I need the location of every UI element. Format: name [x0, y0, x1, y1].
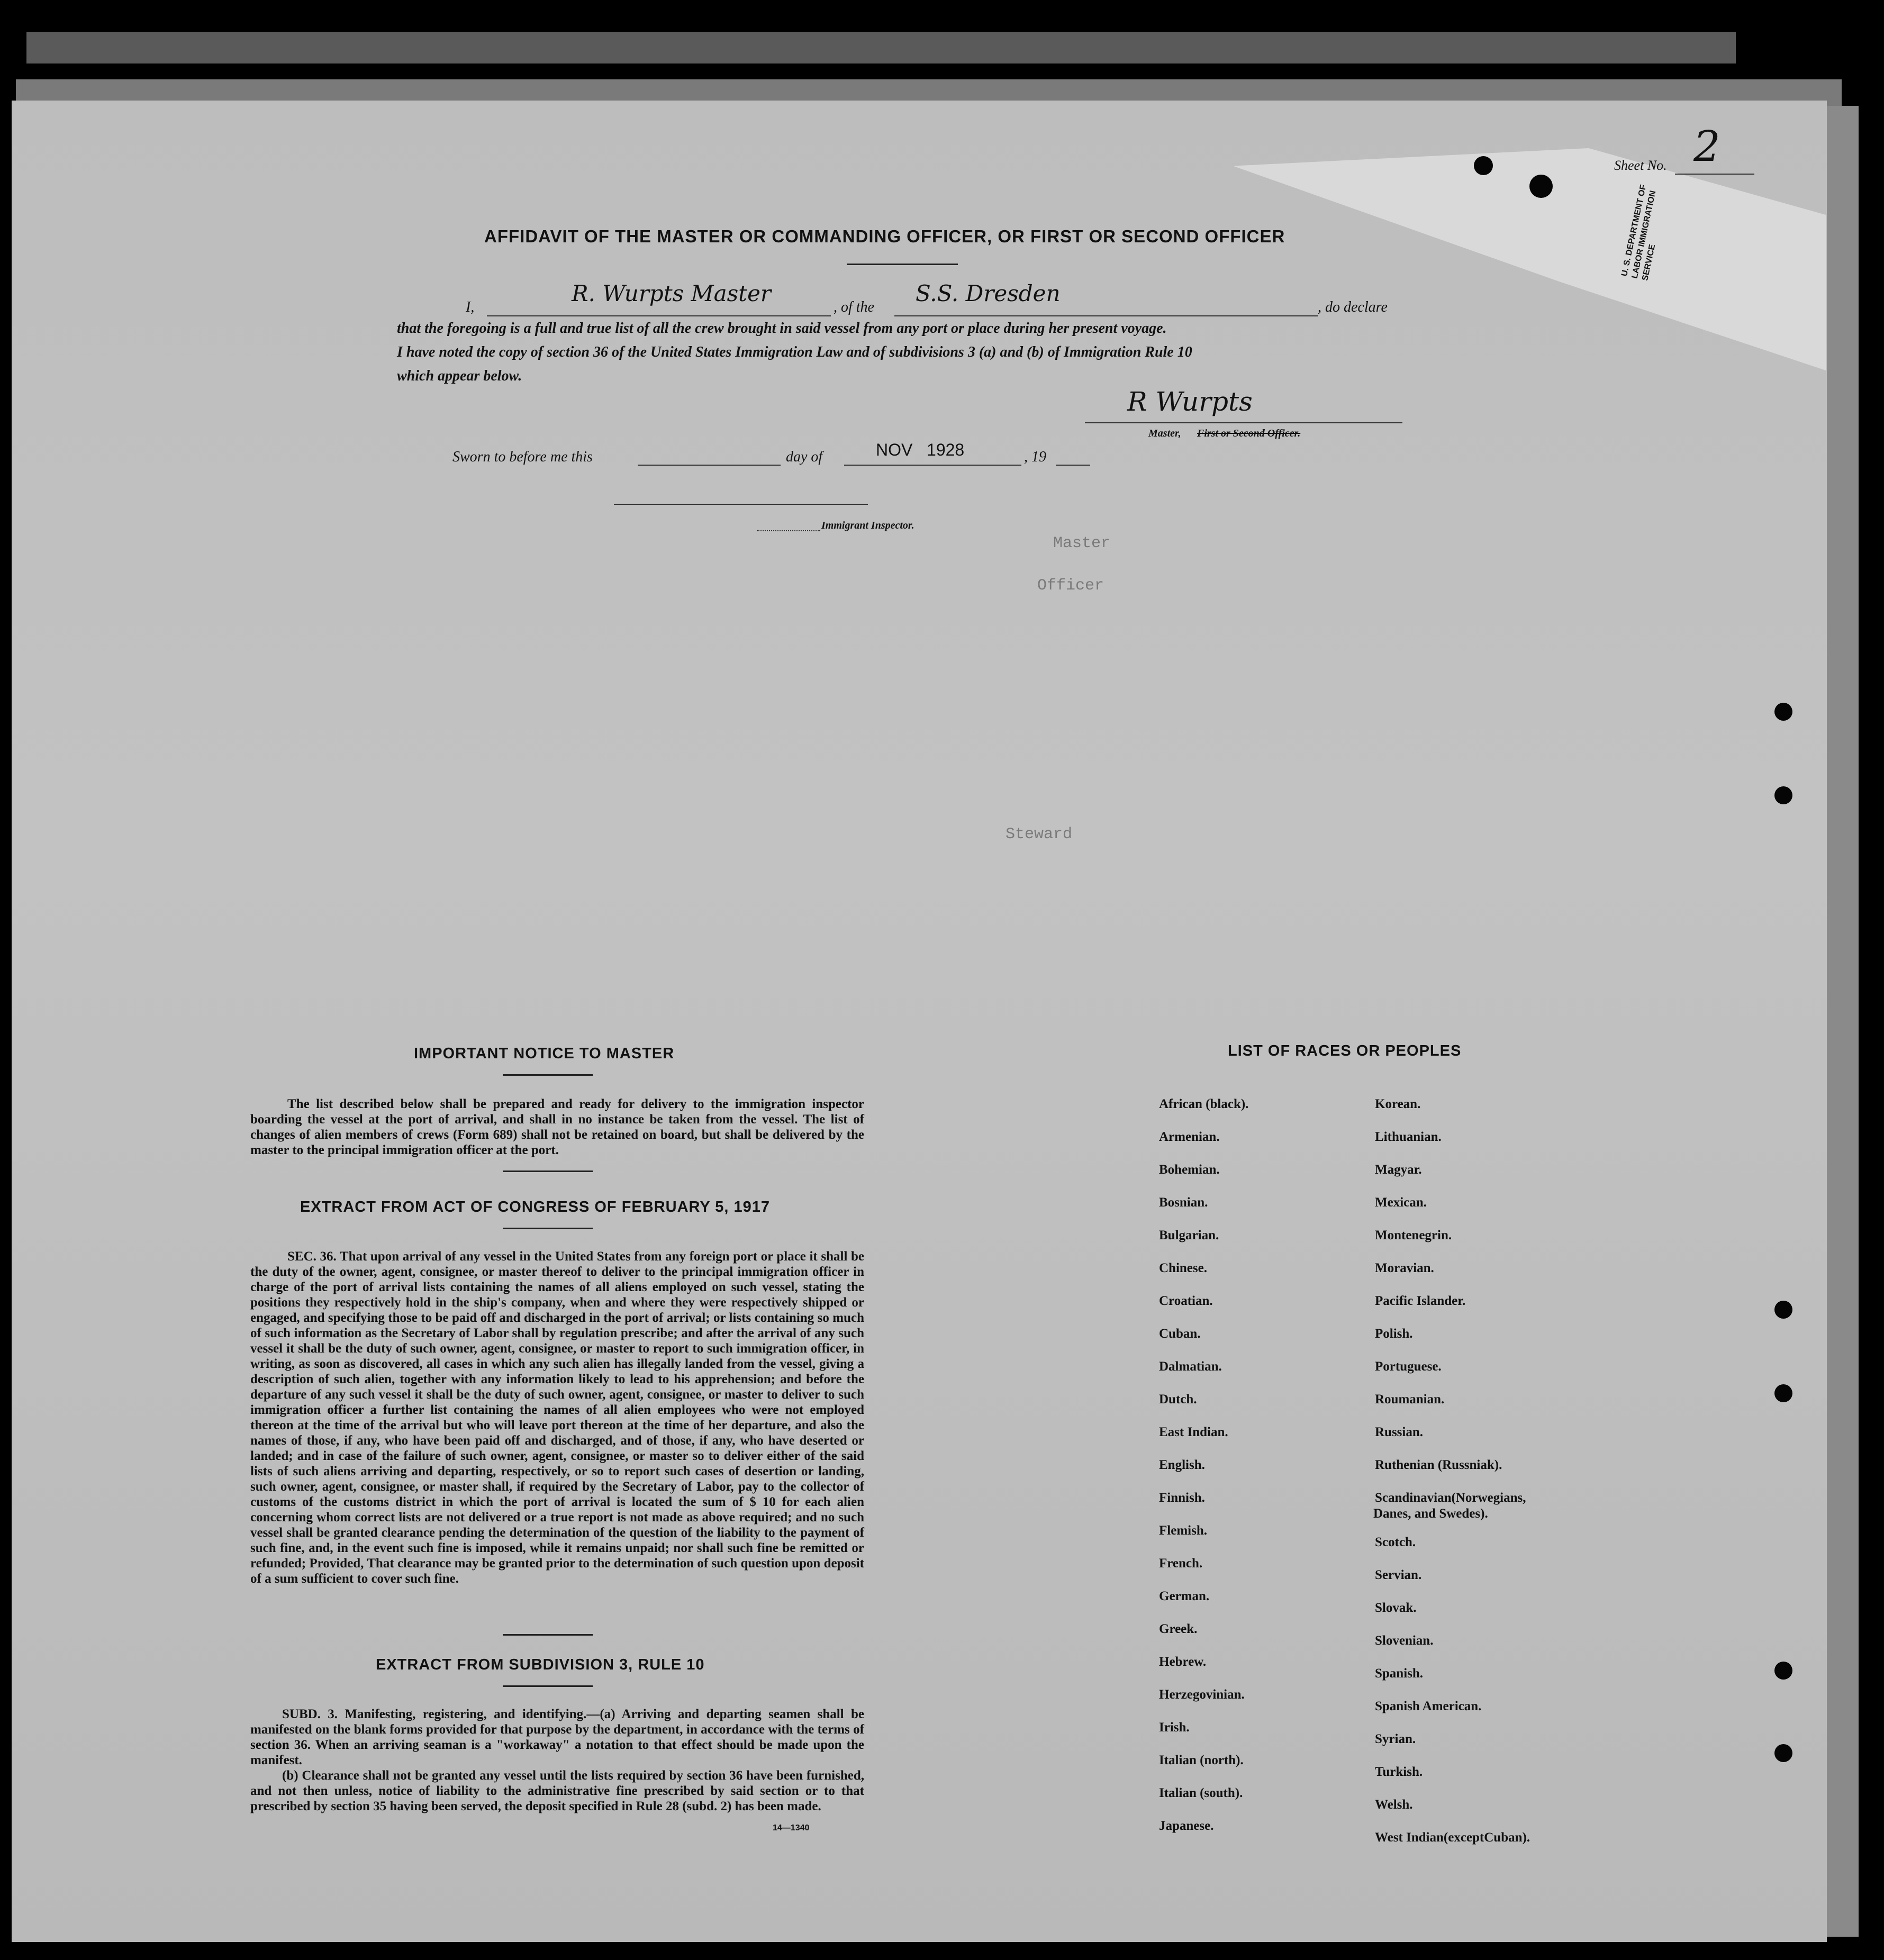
- race-item: Herzegovinian.: [1159, 1687, 1245, 1702]
- race-item: Scandinavian(Norwegians,: [1375, 1491, 1526, 1505]
- race-item: Mexican.: [1375, 1195, 1427, 1210]
- notice-divider: [503, 1074, 593, 1076]
- ship-name: S.S. Dresden: [916, 280, 1061, 306]
- rule-divider: [503, 1685, 593, 1687]
- race-item: Magyar.: [1375, 1163, 1422, 1177]
- bleed-through: Officer: [1037, 577, 1104, 595]
- affidavit-title: AFFIDAVIT OF THE MASTER OR COMMANDING OFFICER, OR FIRST OR SECOND OFFICER: [484, 226, 1285, 246]
- act-title: EXTRACT FROM ACT OF CONGRESS OF FEBRUARY 5, 1917: [300, 1199, 771, 1215]
- sworn-day-line: [638, 465, 781, 466]
- bleed-through: Master: [1053, 534, 1111, 552]
- race-item: Cuban.: [1159, 1327, 1201, 1341]
- race-item: Danes, and Swedes).: [1373, 1507, 1488, 1521]
- race-item: Greek.: [1159, 1622, 1198, 1636]
- rule-title: EXTRACT FROM SUBDIVISION 3, RULE 10: [376, 1656, 705, 1673]
- race-item: Bosnian.: [1159, 1195, 1208, 1210]
- race-item: Spanish.: [1375, 1666, 1424, 1681]
- form-page: [12, 101, 1827, 1942]
- race-item: Portuguese.: [1375, 1359, 1442, 1374]
- race-item: Scotch.: [1375, 1535, 1416, 1549]
- race-item: Pacific Islander.: [1375, 1294, 1466, 1308]
- race-item: English.: [1159, 1458, 1205, 1472]
- race-item: Dalmatian.: [1159, 1359, 1222, 1374]
- race-item: Chinese.: [1159, 1261, 1207, 1275]
- bleed-through: Steward: [1006, 825, 1073, 843]
- affidavit-i: I,: [466, 299, 475, 315]
- race-item: West Indian(exceptCuban).: [1375, 1830, 1530, 1845]
- year-line: [1056, 465, 1090, 466]
- form-number: 14—1340: [773, 1823, 810, 1832]
- race-item: Italian (south).: [1159, 1786, 1243, 1800]
- races-title: LIST OF RACES OR PEOPLES: [1228, 1042, 1462, 1059]
- of-the-label: , of the: [834, 299, 874, 315]
- race-item: Moravian.: [1375, 1261, 1434, 1275]
- race-item: Spanish American.: [1375, 1699, 1482, 1713]
- race-item: Polish.: [1375, 1327, 1413, 1341]
- race-item: Hebrew.: [1159, 1655, 1207, 1669]
- sheet-label: Sheet No.: [1614, 158, 1667, 173]
- affidavit-line-1: that the foregoing is a full and true list of all the crew brought in said vessel from any port or place during her present voyage.: [397, 320, 1167, 337]
- inspector-line: [614, 504, 868, 505]
- race-item: Japanese.: [1159, 1819, 1214, 1833]
- do-declare-label: , do declare: [1318, 299, 1388, 315]
- race-item: Slovenian.: [1375, 1634, 1434, 1648]
- race-item: Roumanian.: [1375, 1392, 1445, 1407]
- sheet-line: [1675, 174, 1754, 175]
- race-item: Russian.: [1375, 1425, 1424, 1439]
- punch-hole: [1774, 1301, 1792, 1319]
- punch-hole: [1774, 1384, 1792, 1402]
- sheet-number: 2: [1693, 122, 1720, 171]
- punch-hole: [1474, 156, 1493, 175]
- race-item: Finnish.: [1159, 1491, 1205, 1505]
- title-divider: [847, 264, 958, 265]
- race-item: Bohemian.: [1159, 1163, 1220, 1177]
- race-item: Lithuanian.: [1375, 1130, 1442, 1144]
- race-item: Montenegrin.: [1375, 1228, 1452, 1242]
- race-item: French.: [1159, 1556, 1203, 1571]
- race-item: Croatian.: [1159, 1294, 1213, 1308]
- rule-text-b: (b) Clearance shall not be granted any vessel until the lists required by section 36 have been furnished, and not then unless, notice of liability to the administrative fine prescribed by said section or to that prescribed by section 35 having been served, the deposit specified in Rule 28 (subd. 2) has been made.: [250, 1768, 864, 1813]
- race-item: Syrian.: [1375, 1732, 1416, 1746]
- ship-line: [894, 315, 1318, 316]
- race-item: Ruthenian (Russniak).: [1375, 1458, 1502, 1472]
- affidavit-line-3: which appear below.: [397, 368, 522, 384]
- signature-line: [1085, 422, 1402, 423]
- punch-hole: [1774, 703, 1792, 721]
- punch-hole: [1774, 786, 1792, 804]
- race-item: German.: [1159, 1589, 1210, 1603]
- inspector-line-short: [757, 530, 820, 531]
- inspector-label: Immigrant Inspector.: [821, 520, 914, 531]
- notice-title: IMPORTANT NOTICE TO MASTER: [414, 1045, 675, 1062]
- day-of-label: day of: [786, 449, 823, 465]
- affidavit-line-2: I have noted the copy of section 36 of the United States Immigration Law and of subdivisions 3 (a) and (b) of Immigration Rule 10: [397, 344, 1192, 360]
- master-label: Master,: [1148, 428, 1181, 439]
- notice-text: The list described below shall be prepared and ready for delivery to the immigration inspector boarding the vessel at the port of arrival, and shall in no instance be taken from the vessel. The list of changes of alien members of crews (Form 689) shall not be retained on board, but shall be delivered by the master to the principal immigration officer at the port.: [250, 1097, 864, 1157]
- rule-divider-top: [503, 1634, 593, 1636]
- name-line: [487, 315, 831, 316]
- act-divider-top: [503, 1170, 593, 1172]
- race-item: Irish.: [1159, 1720, 1190, 1735]
- rule-text-a: SUBD. 3. Manifesting, registering, and identifying.—(a) Arriving and departing seamen shall be manifested on the blank forms provided for that purpose by the department, in accordance with the terms of section 36. When an arriving seaman is a "workaway" a notation to that effect should be made upon the manifest.: [250, 1707, 864, 1767]
- punch-hole: [1774, 1662, 1792, 1680]
- race-item: Welsh.: [1375, 1798, 1413, 1812]
- punch-hole: [1774, 1744, 1792, 1762]
- race-item: Servian.: [1375, 1568, 1422, 1582]
- race-item: Turkish.: [1375, 1765, 1423, 1779]
- year-prefix: , 19: [1024, 449, 1046, 465]
- struck-officer-label: First or Second Officer.: [1197, 428, 1301, 439]
- date-stamp: NOV 1928: [876, 440, 965, 459]
- month-line: [844, 465, 1021, 466]
- race-item: Bulgarian.: [1159, 1228, 1219, 1242]
- sworn-label: Sworn to before me this: [452, 449, 593, 465]
- race-item: Slovak.: [1375, 1601, 1417, 1615]
- race-item: East Indian.: [1159, 1425, 1228, 1439]
- side-edge: [1827, 106, 1859, 1937]
- master-signature: R Wurpts: [1127, 386, 1253, 417]
- race-item: Flemish.: [1159, 1523, 1207, 1538]
- race-item: African (black).: [1159, 1097, 1249, 1111]
- race-item: Armenian.: [1159, 1130, 1220, 1144]
- master-name: R. Wurpts Master: [572, 280, 771, 306]
- act-text: SEC. 36. That upon arrival of any vessel in the United States from any foreign port or place it shall be the duty of the owner, agent, consignee, or master thereof to deliver to the principal immigration officer in charge of the port of arrival lists containing the names of all aliens employed on such vessel, stating the positions they respectively hold in the ship's company, when and where they were respectively shipped or engaged, and specifying those to be paid off and discharged in the port of arrival; or lists containing so much of such information as the Secretary of Labor shall by regulation prescribe; and after the arrival of any such vessel it shall be the duty of such owner, agent, consignee, or master to report to such immigration officer, in writing, as soon as discovered, all cases in which any such alien has illegally landed from the vessel, giving a description of such alien, together with any information likely to lead to his apprehension; and before the departure of any such vessel it shall be the duty of such owner, agent, consignee, or master to deliver to such immigration officer a further list containing the names of all alien employees who were not employed thereon at the time of the arrival but who will leave port thereon at the time of her departure, and also the names of those, if any, who have been paid off and discharged, and of those, if any, who have deserted or landed; and in case of the failure of such owner, agent, consignee, or master so to deliver either of the said lists of such aliens arriving and departing, respectively, or so to report such cases of desertion or landing, such owner, agent, consignee, or master shall, if required by the Secretary of Labor, pay to the collector of customs of the customs district in which the port of arrival is located the sum of $ 10 for each alien concerning whom correct lists are not delivered or a true report is not made as above required; and no such vessel shall be granted clearance pending the determination of the question of the liability to the payment of such fine, and, in the event such fine is imposed, while it remains unpaid; nor shall such fine be remitted or refunded; Provided, That clearance may be granted prior to the determination of such question upon deposit of a sum sufficient to cover such fine.: [250, 1249, 864, 1586]
- department-stamp: U. S. DEPARTMENT OF LABOR IMMIGRATION SERVICE: [1619, 184, 1658, 282]
- back-sheet: [26, 32, 1736, 63]
- punch-hole: [1529, 175, 1553, 198]
- race-item: Dutch.: [1159, 1392, 1197, 1407]
- race-item: Korean.: [1375, 1097, 1421, 1111]
- act-divider: [503, 1228, 593, 1229]
- race-item: Italian (north).: [1159, 1753, 1244, 1767]
